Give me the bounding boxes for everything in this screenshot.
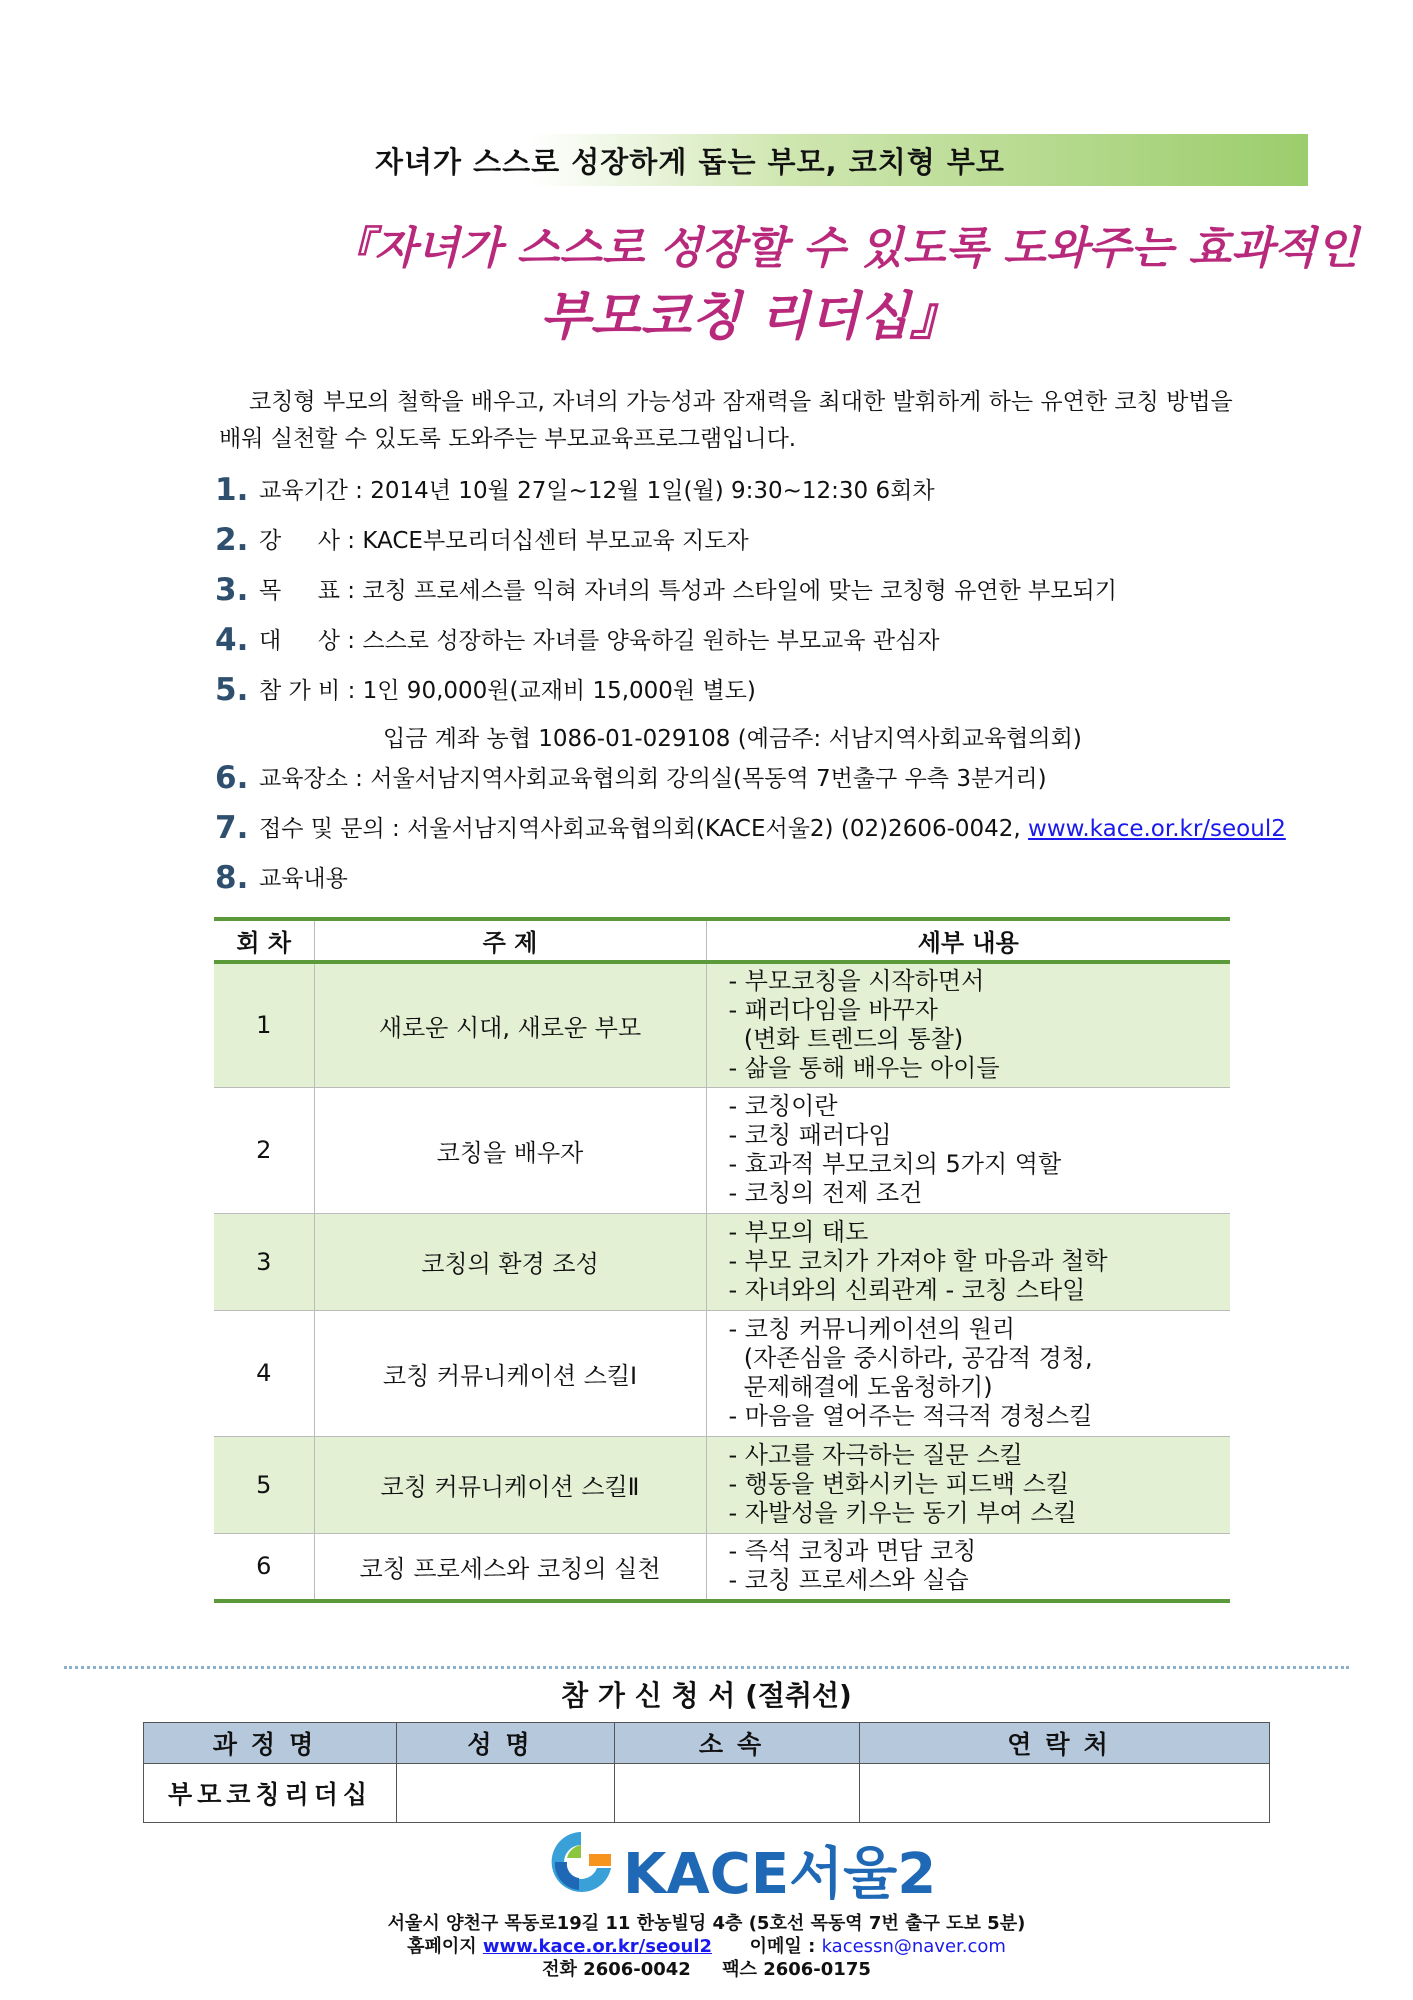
- kace-logo-icon: [545, 1828, 617, 1894]
- email-label: 이메일 :: [749, 1936, 816, 1957]
- kace-logo-text: KACE서울2: [623, 1842, 937, 1907]
- footer-web: [0, 1935, 1413, 1958]
- session-number: 2: [214, 1087, 314, 1213]
- item-number: 7.: [215, 810, 249, 846]
- detail-line: - 즉석 코칭과 면담 코칭: [728, 1537, 977, 1566]
- email-address[interactable]: kacessn@naver.com: [821, 1936, 1006, 1957]
- session-number: 1: [214, 962, 314, 1087]
- header-affiliation: 소속: [615, 1723, 860, 1764]
- info-item-instructor: [215, 522, 749, 558]
- header-contact: 연락처: [860, 1723, 1270, 1764]
- detail-line: - 자녀와의 신뢰관계 - 코칭 스타일: [728, 1276, 1086, 1304]
- affiliation-field[interactable]: [615, 1764, 860, 1823]
- detail-line: - 코칭 패러다임: [728, 1121, 892, 1149]
- contact-field[interactable]: [860, 1764, 1270, 1823]
- item-number: 1.: [215, 472, 249, 508]
- item-number: 5.: [215, 672, 249, 708]
- item-text: 대 상 : 스스로 성장하는 자녀를 양육하길 원하는 부모교육 관심자: [259, 628, 940, 654]
- course-name-cell: 부모코칭리더십: [144, 1764, 397, 1823]
- form-input-row: [144, 1764, 1270, 1823]
- session-details: [706, 962, 1230, 1087]
- detail-line: 문제해결에 도움청하기): [728, 1373, 993, 1401]
- table-header-row: [214, 919, 1230, 962]
- detail-line: (자존심을 중시하라, 공감적 경청,: [728, 1344, 1093, 1372]
- item-text: 교육기간 : 2014년 10월 27일~12월 1일(월) 9:30~12:30 6회차: [259, 478, 935, 504]
- title-line-1: 『자녀가 스스로 성장할 수 있도록 도와주는 효과적인: [330, 223, 1359, 274]
- info-item-fee: [215, 672, 756, 708]
- info-item-goal: [215, 572, 1117, 608]
- detail-line: - 마음을 열어주는 적극적 경청스킬: [728, 1402, 1093, 1430]
- banner-text: 자녀가 스스로 성장하게 돕는 부모, 코치형 부모: [375, 145, 1005, 179]
- detail-line: - 행동을 변화시키는 피드백 스킬: [728, 1470, 1070, 1498]
- session-details: [706, 1310, 1230, 1436]
- detail-line: - 패러다임을 바꾸자: [728, 996, 938, 1025]
- intro-line-1: 코칭형 부모의 철학을 배우고, 자녀의 가능성과 잠재력을 최대한 발휘하게 하는 유연한 코칭 방법을: [249, 389, 1233, 415]
- session-number: 4: [214, 1310, 314, 1436]
- homepage-label: 홈페이지: [407, 1936, 477, 1957]
- info-item-period: [215, 472, 935, 508]
- item-number: 2.: [215, 522, 249, 558]
- homepage-link[interactable]: www.kace.or.kr/seoul2: [482, 1936, 713, 1957]
- info-item-content: [215, 860, 348, 896]
- header-topic: 주 제: [314, 919, 706, 962]
- session-number: 6: [214, 1533, 314, 1601]
- session-number: 3: [214, 1213, 314, 1310]
- detail-line: - 코칭 커뮤니케이션의 원리: [728, 1315, 1016, 1343]
- footer-phone-fax: 전화 2606-0042 팩스 2606-0175: [542, 1959, 871, 1980]
- table-row: [214, 1310, 1230, 1436]
- item-text: 목 표 : 코칭 프로세스를 익혀 자녀의 특성과 스타일에 맞는 코칭형 유연한 부모되기: [259, 578, 1117, 604]
- table-row: [214, 1087, 1230, 1213]
- intro-line-2: 배워 실천할 수 있도록 도와주는 부모교육프로그램입니다.: [219, 426, 797, 452]
- table-row: [214, 1213, 1230, 1310]
- bank-account: 입금 계좌 농협 1086-01-029108 (예금주: 서남지역사회교육협의회): [383, 726, 1082, 752]
- detail-line: - 코칭의 전제 조건: [728, 1179, 923, 1207]
- item-number: 8.: [215, 860, 249, 896]
- title-line-2: 부모코칭 리더십』: [540, 286, 962, 347]
- session-details: [706, 1436, 1230, 1533]
- table-row: [214, 1533, 1230, 1601]
- detail-line: - 코칭이란: [728, 1092, 838, 1120]
- item-number: 4.: [215, 622, 249, 658]
- item-text: 강 사 : KACE부모리더십센터 부모교육 지도자: [259, 528, 749, 554]
- detail-line: - 부모의 태도: [728, 1218, 869, 1246]
- application-form-table: [143, 1722, 1270, 1823]
- item-text: 참 가 비 : 1인 90,000원(교재비 15,000원 별도): [259, 678, 756, 704]
- item-text: 교육장소 : 서울서남지역사회교육협의회 강의실(목동역 7번출구 우측 3분거리): [259, 766, 1047, 792]
- form-title: 참 가 신 청 서 (절취선): [561, 1679, 852, 1712]
- table-row: [214, 1436, 1230, 1533]
- header-session: 회 차: [214, 919, 314, 962]
- info-item-target: [215, 622, 939, 658]
- item-number: 6.: [215, 760, 249, 796]
- session-number: 5: [214, 1436, 314, 1533]
- header-name: 성명: [397, 1723, 615, 1764]
- session-details: [706, 1087, 1230, 1213]
- session-topic: 새로운 시대, 새로운 부모: [314, 962, 706, 1087]
- form-header-row: [144, 1723, 1270, 1764]
- session-details: [706, 1213, 1230, 1310]
- detail-line: - 부모 코치가 가져야 할 마음과 철학: [728, 1247, 1108, 1275]
- item-text: 접수 및 문의 : 서울서남지역사회교육협의회(KACE서울2) (02)2606-0042,: [259, 816, 1021, 842]
- header-course: 과정명: [144, 1723, 397, 1764]
- header-details: 세부 내용: [706, 919, 1230, 962]
- table-row: [214, 962, 1230, 1087]
- detail-line: (변화 트렌드의 통찰): [728, 1025, 964, 1054]
- info-item-contact: [215, 810, 1286, 846]
- intro-paragraph: [219, 384, 1289, 458]
- name-field[interactable]: [397, 1764, 615, 1823]
- website-link[interactable]: www.kace.or.kr/seoul2: [1028, 816, 1286, 842]
- cut-line-divider: [64, 1666, 1349, 1669]
- detail-line: - 사고를 자극하는 질문 스킬: [728, 1441, 1023, 1469]
- session-topic: 코칭을 배우자: [314, 1087, 706, 1213]
- schedule-table: [214, 917, 1230, 1603]
- session-topic: 코칭 커뮤니케이션 스킬Ⅱ: [314, 1436, 706, 1533]
- detail-line: - 자발성을 키우는 동기 부여 스킬: [728, 1499, 1077, 1527]
- item-number: 3.: [215, 572, 249, 608]
- session-topic: 코칭의 환경 조성: [314, 1213, 706, 1310]
- item-text: 교육내용: [259, 866, 348, 892]
- detail-line: - 삶을 통해 배우는 아이들: [728, 1054, 1000, 1083]
- detail-line: - 효과적 부모코치의 5가지 역할: [728, 1150, 1062, 1178]
- session-topic: 코칭 커뮤니케이션 스킬Ⅰ: [314, 1310, 706, 1436]
- session-details: [706, 1533, 1230, 1601]
- info-item-location: [215, 760, 1047, 796]
- detail-line: - 코칭 프로세스와 실습: [728, 1566, 969, 1595]
- footer-address: 서울시 양천구 목동로19길 11 한농빌딩 4층 (5호선 목동역 7번 출구 도보 5분): [387, 1913, 1026, 1934]
- detail-line: - 부모코칭을 시작하면서: [728, 967, 985, 996]
- session-topic: 코칭 프로세스와 코칭의 실천: [314, 1533, 706, 1601]
